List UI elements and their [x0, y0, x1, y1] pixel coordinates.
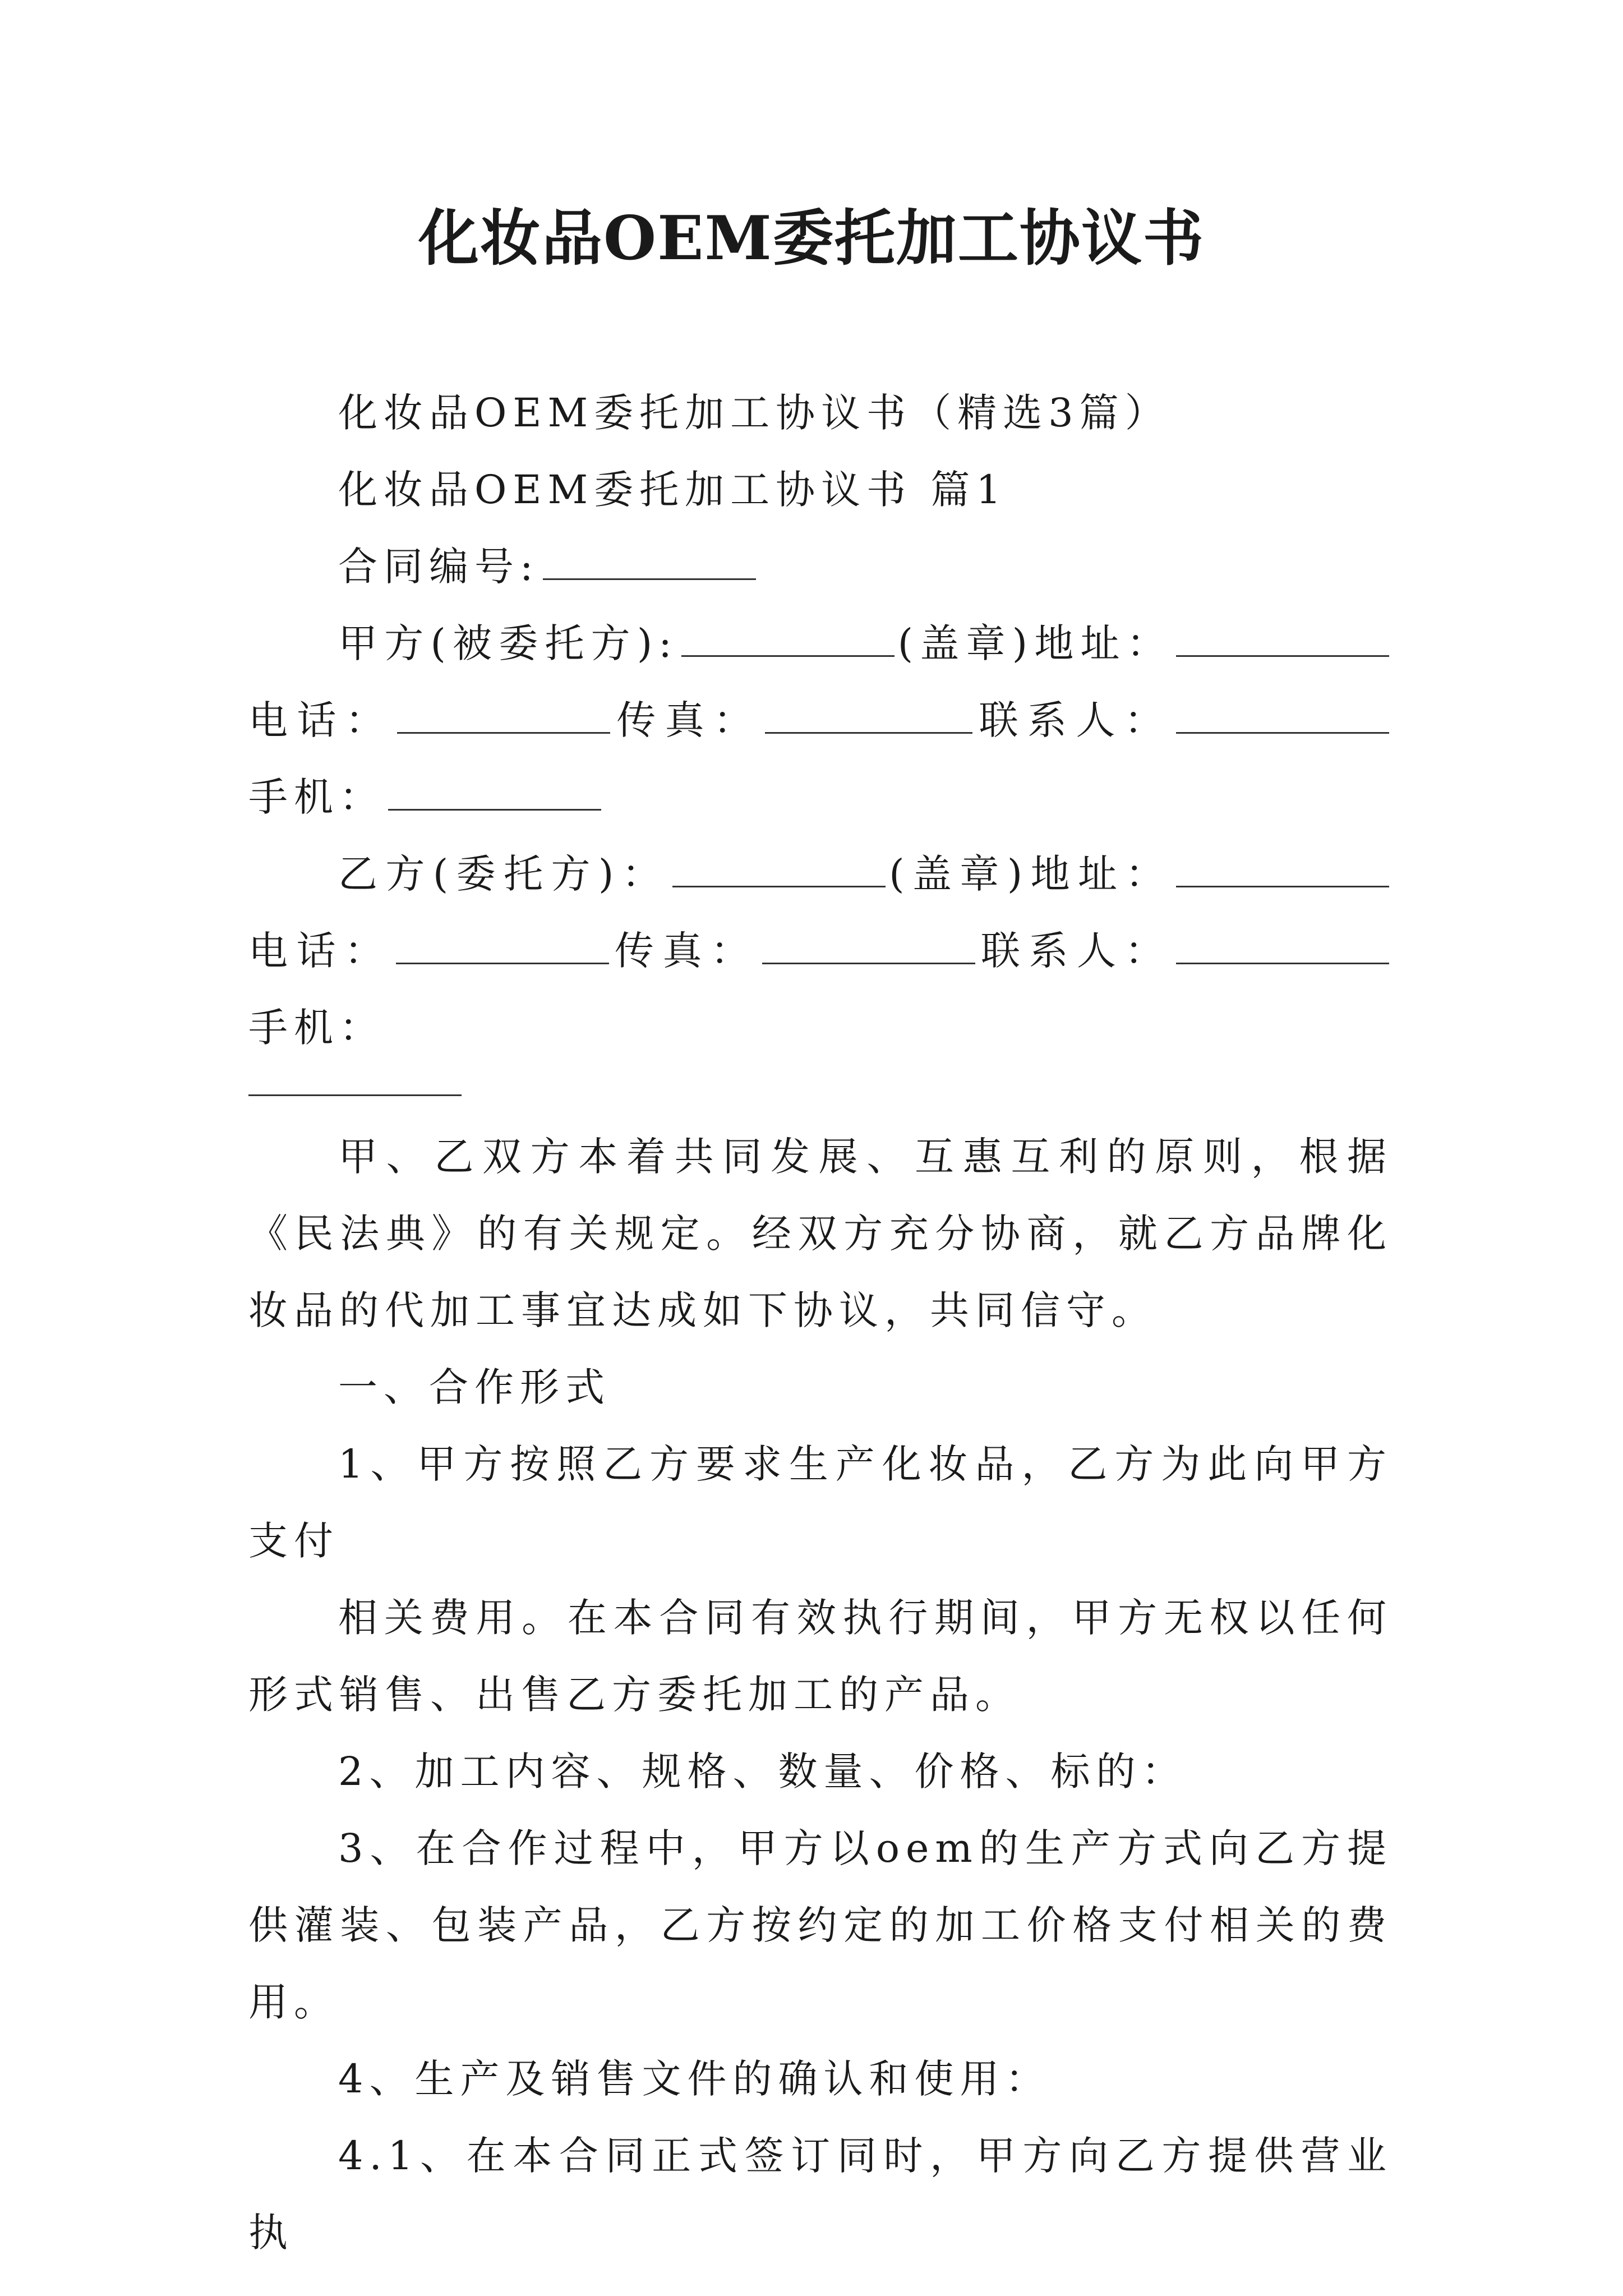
party-a-contact-label: 联系人： — [976, 697, 1173, 743]
section-1-heading: 一、合作形式 — [338, 1364, 611, 1410]
contract-number-label: 合同编号: — [338, 544, 540, 590]
party-b-name-blank — [672, 852, 886, 887]
clause-4: 4、生产及销售文件的确认和使用： — [338, 2056, 1051, 2102]
party-a-label: 甲方(被委托方): — [338, 620, 678, 666]
clause-4-1: 4.1、在本合同正式签订同时，甲方向乙方提供营业执 — [248, 2133, 1393, 2256]
party-a-contact-blank — [1176, 698, 1389, 734]
party-b-fax-label: 传真： — [612, 928, 759, 974]
party-a-mobile-label: 手机： — [248, 774, 385, 820]
document-body — [248, 375, 1393, 2271]
party-b-phone-label: 电话： — [248, 928, 393, 974]
subtitle: 化妆品OEM委托加工协议书（精选3篇） — [338, 390, 1170, 436]
party-b-seal-address: (盖章)地址： — [889, 851, 1173, 897]
clause-1: 1、甲方按照乙方要求生产化妆品，乙方为此向甲方支付 — [248, 1441, 1393, 1564]
document-title: 化妆品OEM委托加工协议书 — [418, 203, 1205, 274]
chapter-heading: 化妆品OEM委托加工协议书 篇1 — [338, 467, 1007, 513]
party-b-address-blank — [1176, 852, 1389, 887]
party-b-phone-blank — [396, 929, 609, 964]
party-b-mobile-label: 手机： — [248, 1005, 385, 1051]
party-b-label: 乙方(委托方)： — [338, 851, 670, 897]
party-a-mobile-blank — [388, 775, 601, 811]
party-b-block — [248, 836, 1393, 1096]
party-a-block — [248, 605, 1393, 836]
clause-1-continued: 相关费用。在本合同有效执行期间，甲方无权以任何形式销售、出售乙方委托加工的产品。 — [248, 1595, 1393, 1718]
party-a-address-blank — [1176, 622, 1389, 657]
party-b-contact-label: 联系人： — [978, 928, 1173, 974]
contract-number-line — [248, 528, 1393, 605]
party-b-contact-blank — [1176, 929, 1389, 964]
intro-paragraph: 甲、乙双方本着共同发展、互惠互利的原则，根据《民法典》的有关规定。经双方充分协商，就乙方品牌化妆品的代加工事宜达成如下协议，共同信守。 — [248, 1134, 1393, 1333]
party-b-fax-blank — [762, 929, 975, 964]
clause-2: 2、加工内容、规格、数量、价格、标的： — [338, 1749, 1187, 1795]
party-a-seal-address: (盖章)地址： — [897, 620, 1173, 666]
party-a-phone-blank — [397, 698, 610, 734]
party-a-fax-label: 传真： — [614, 697, 762, 743]
clause-3: 3、在合作过程中，甲方以oem的生产方式向乙方提供灌装、包装产品，乙方按约定的加工价格支付相关的费用。 — [248, 1825, 1393, 2025]
party-a-name-blank — [681, 622, 895, 657]
party-b-mobile-blank — [248, 1083, 462, 1096]
contract-number-blank — [543, 545, 756, 580]
party-a-phone-label: 电话： — [248, 697, 394, 743]
party-a-fax-blank — [765, 698, 972, 734]
